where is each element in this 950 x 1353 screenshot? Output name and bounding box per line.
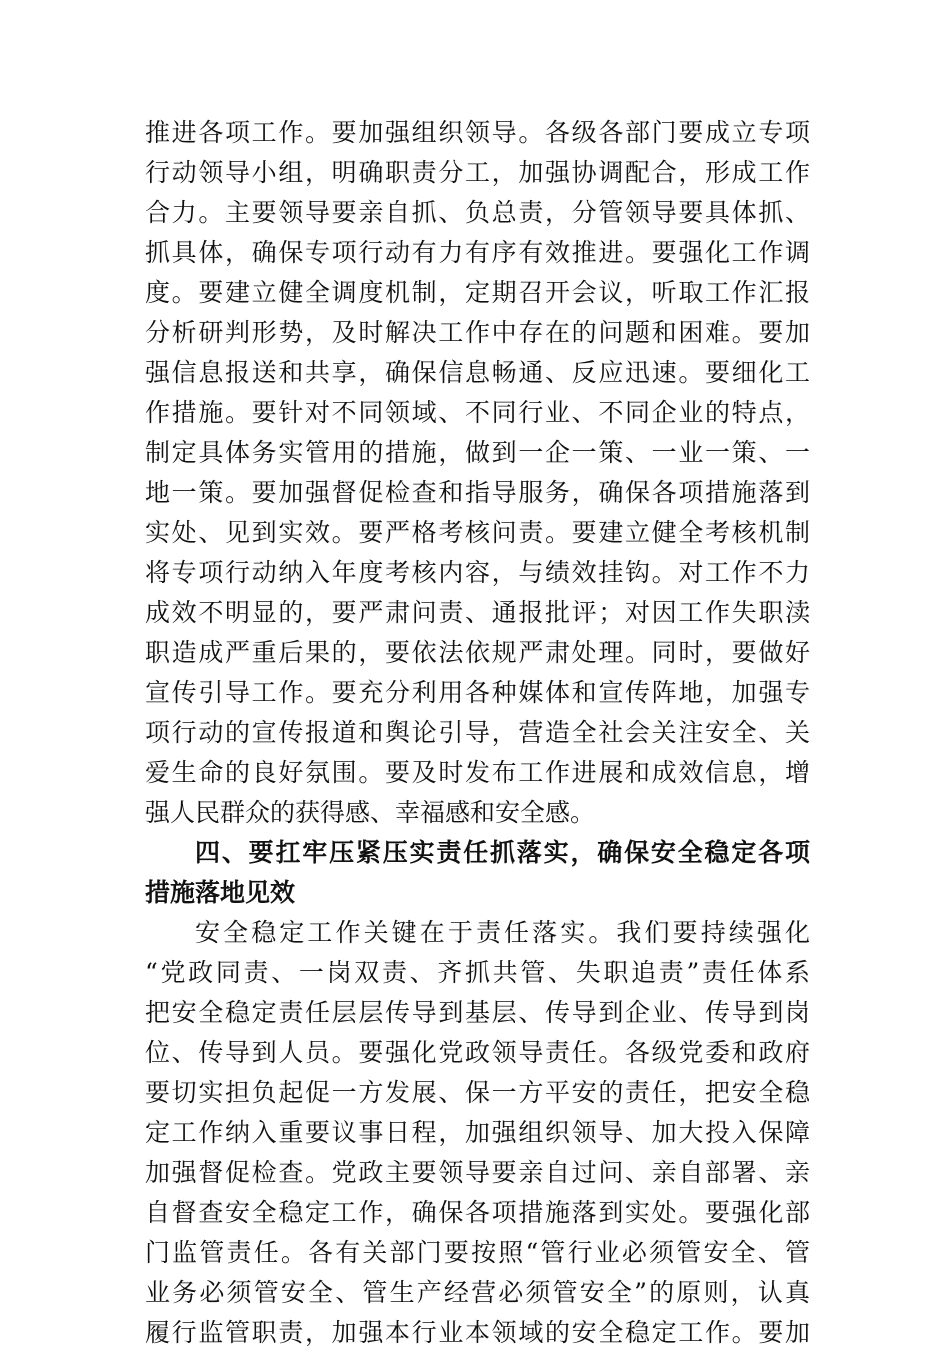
paragraph-1-line: 抓具体，确保专项行动有力有序有效推进。要强化工作调 (145, 238, 810, 267)
paragraph-1-line: 地一策。要加强督促检查和指导服务，确保各项措施落到 (145, 478, 810, 507)
paragraph-1-line: 作措施。要针对不同领域、不同行业、不同企业的特点， (145, 398, 810, 427)
paragraph-1-line: 分析研判形势，及时解决工作中存在的问题和困难。要加 (145, 318, 810, 347)
paragraph-2-line: “党政同责、一岗双责、齐抓共管、失职追责”责任体系 (145, 958, 810, 987)
paragraph-2-line: 门监管责任。各有关部门要按照“管行业必须管安全、管 (145, 1238, 810, 1267)
paragraph-1-line: 行动领导小组，明确职责分工，加强协调配合，形成工作 (145, 158, 810, 187)
paragraph-1-line: 职造成严重后果的，要依法依规严肃处理。同时，要做好 (145, 638, 810, 667)
paragraph-1-line: 推进各项工作。要加强组织领导。各级各部门要成立专项 (145, 118, 810, 147)
section-heading-continued: 措施落地见效 (145, 878, 296, 907)
paragraph-1-line: 合力。主要领导要亲自抓、负总责，分管领导要具体抓、 (145, 198, 810, 227)
paragraph-1-line: 爱生命的良好氛围。要及时发布工作进展和成效信息，增 (145, 758, 810, 787)
paragraph-2-line: 自督查安全稳定工作，确保各项措施落到实处。要强化部 (145, 1198, 810, 1227)
paragraph-2-line: 位、传导到人员。要强化党政领导责任。各级党委和政府 (145, 1038, 810, 1067)
paragraph-2-line: 安全稳定工作关键在于责任落实。我们要持续强化 (195, 918, 810, 947)
paragraph-1-line: 度。要建立健全调度机制，定期召开会议，听取工作汇报 (145, 278, 810, 307)
paragraph-2-line: 业务必须管安全、管生产经营必须管安全”的原则，认真 (145, 1278, 810, 1307)
paragraph-1-line: 制定具体务实管用的措施，做到一企一策、一业一策、一 (145, 438, 810, 467)
paragraph-1-line: 实处、见到实效。要严格考核问责。要建立健全考核机制 (145, 518, 810, 547)
section-heading: 四、要扛牢压紧压实责任抓落实，确保安全稳定各项 (195, 838, 810, 867)
paragraph-1-line: 成效不明显的，要严肃问责、通报批评；对因工作失职渎 (145, 598, 810, 627)
paragraph-1-line: 宣传引导工作。要充分利用各种媒体和宣传阵地，加强专 (145, 678, 810, 707)
paragraph-1-line: 将专项行动纳入年度考核内容，与绩效挂钩。对工作不力 (145, 558, 810, 587)
paragraph-1-line: 项行动的宣传报道和舆论引导，营造全社会关注安全、关 (145, 718, 810, 747)
paragraph-2-line: 把安全稳定责任层层传导到基层、传导到企业、传导到岗 (145, 998, 810, 1027)
paragraph-2-line: 加强督促检查。党政主要领导要亲自过问、亲自部署、亲 (145, 1158, 810, 1187)
paragraph-1-line: 强人民群众的获得感、幸福感和安全感。 (145, 798, 596, 827)
paragraph-2-line: 履行监管职责，加强本行业本领域的安全稳定工作。要加 (145, 1318, 810, 1347)
paragraph-2-line: 定工作纳入重要议事日程，加强组织领导、加大投入保障 (145, 1118, 810, 1147)
paragraph-1-line: 强信息报送和共享，确保信息畅通、反应迅速。要细化工 (145, 358, 810, 387)
paragraph-2-line: 要切实担负起促一方发展、保一方平安的责任，把安全稳 (145, 1078, 810, 1107)
